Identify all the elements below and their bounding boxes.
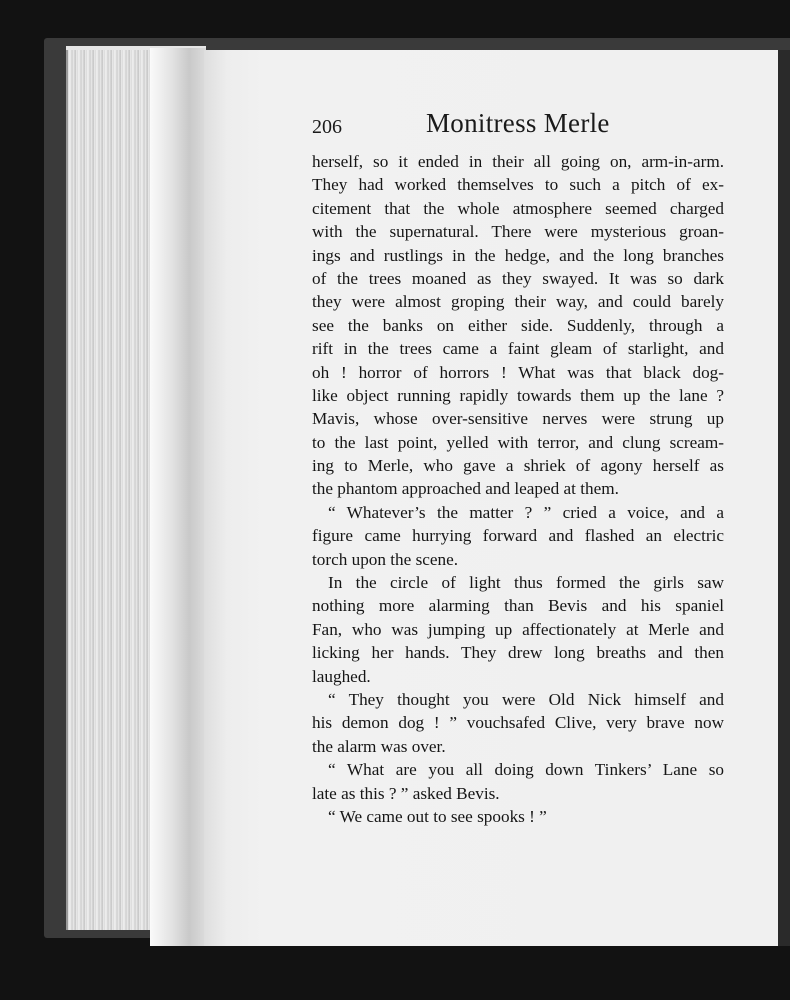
text-line: they were almost groping their way, and could barely <box>312 292 724 312</box>
text-line: late as this ? ” asked Bevis. <box>312 783 500 803</box>
text-line: ings and rustlings in the hedge, and the long branches <box>312 245 724 265</box>
text-line: Mavis, whose over-sensitive nerves were strung up <box>312 409 724 429</box>
text-line: of the trees moaned as they swayed. It was so dark <box>312 268 724 288</box>
running-title: Monitress Merle <box>426 108 610 138</box>
text-line: “ What are you all doing down Tinkers’ Lane so <box>328 760 724 780</box>
text-line: citement that the whole atmosphere seemed charged <box>312 198 724 218</box>
text-line: nothing more alarming than Bevis and his spaniel <box>312 596 724 616</box>
body-text <box>312 150 724 828</box>
page-header <box>312 108 724 144</box>
text-line: licking her hands. They drew long breaths and then <box>312 643 724 663</box>
text-line: They had worked themselves to such a pitch of ex- <box>312 175 724 195</box>
text-line: Fan, who was jumping up affectionately at Merle and <box>312 619 724 639</box>
book-gutter <box>150 48 206 946</box>
text-line: ing to Merle, who gave a shriek of agony herself as <box>312 456 724 476</box>
text-line: laughed. <box>312 666 371 686</box>
text-line: the phantom approached and leaped at them. <box>312 479 619 499</box>
text-line: torch upon the scene. <box>312 549 459 569</box>
text-line: “ Whatever’s the matter ? ” cried a voice, and a <box>328 502 724 522</box>
text-line: his demon dog ! ” vouchsafed Clive, very brave now <box>312 713 724 733</box>
text-line: “ We came out to see spooks ! ” <box>328 806 547 826</box>
text-line: with the supernatural. There were mysterious groan- <box>312 222 724 242</box>
text-line: In the circle of light thus formed the girls saw <box>328 573 724 593</box>
text-line: “ They thought you were Old Nick himself and <box>328 689 724 709</box>
page-number: 206 <box>312 116 342 138</box>
text-line: oh ! horror of horrors ! What was that black dog- <box>312 362 724 382</box>
text-line: like object running rapidly towards them up the lane ? <box>312 385 724 405</box>
text-line: to the last point, yelled with terror, and clung scream- <box>312 432 724 452</box>
page-right-edge <box>778 50 790 946</box>
text-line: rift in the trees came a faint gleam of starlight, and <box>312 339 724 359</box>
text-line: herself, so it ended in their all going on, arm-in-arm. <box>312 152 724 171</box>
text-line: the alarm was over. <box>312 736 446 756</box>
text-line: see the banks on either side. Suddenly, through a <box>312 315 724 335</box>
text-line: figure came hurrying forward and flashed an electric <box>312 526 724 546</box>
